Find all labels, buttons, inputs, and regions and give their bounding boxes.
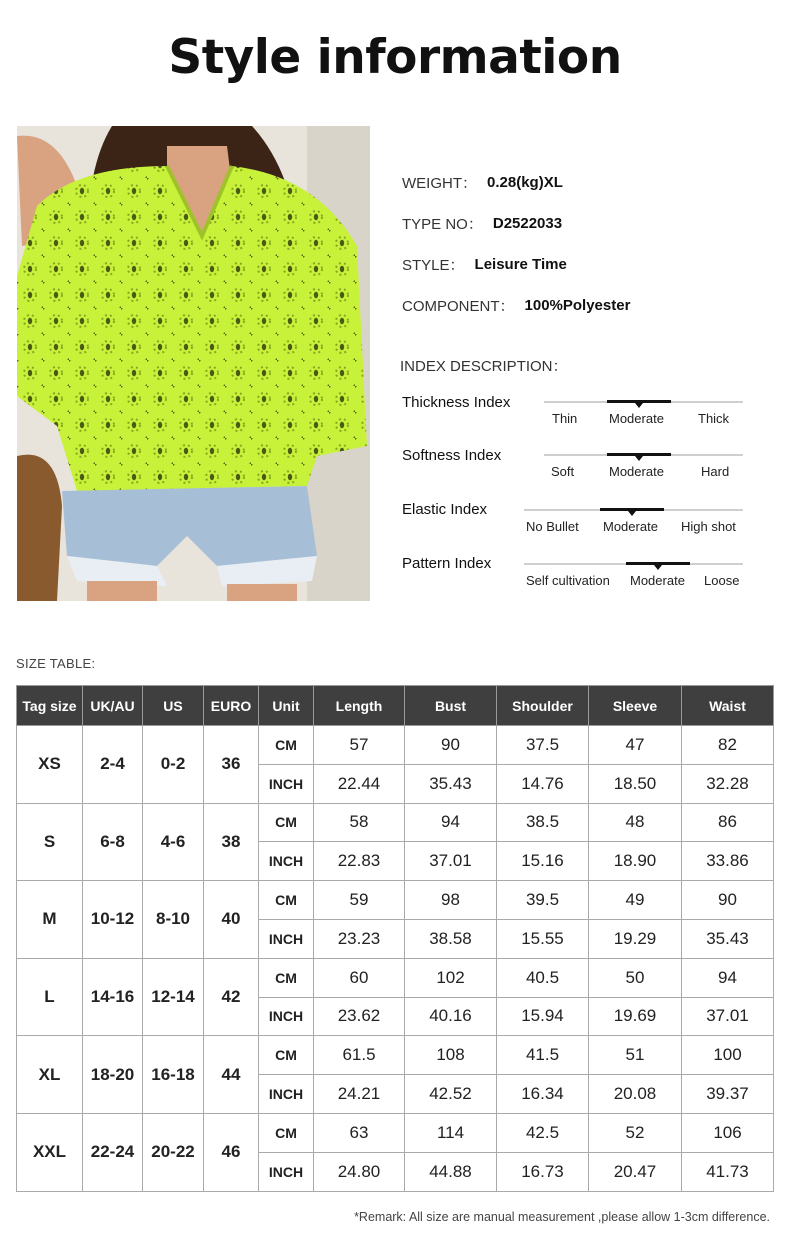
- measure-cell: 38.58: [405, 919, 497, 958]
- tag-size-cell: M: [17, 881, 83, 959]
- tag-size-cell: S: [17, 803, 83, 881]
- measure-cell: 37.5: [497, 726, 589, 765]
- index-name: Softness Index: [402, 447, 502, 464]
- index-option: Loose: [704, 573, 740, 588]
- measure-cell: 40.5: [497, 958, 589, 997]
- unit-cell: CM: [259, 881, 314, 920]
- measure-cell: 20.47: [589, 1152, 682, 1191]
- unit-cell: INCH: [259, 997, 314, 1036]
- index-pattern: [402, 555, 747, 599]
- measure-cell: 20.08: [589, 1075, 682, 1114]
- info-style: [402, 244, 782, 285]
- measure-cell: 90: [682, 881, 774, 920]
- measure-cell: 106: [682, 1113, 774, 1152]
- index-option: High shot: [681, 519, 736, 534]
- product-photo: [17, 126, 370, 601]
- measure-cell: 90: [405, 726, 497, 765]
- measure-cell: 108: [405, 1036, 497, 1075]
- index-option-selected: Moderate: [630, 573, 685, 588]
- measure-cell: 41.73: [682, 1152, 774, 1191]
- euro-cell: 36: [204, 726, 259, 804]
- us-cell: 16-18: [143, 1036, 204, 1114]
- index-pointer-icon: [654, 565, 662, 570]
- measure-cell: 102: [405, 958, 497, 997]
- index-pointer-icon: [635, 403, 643, 408]
- tag-size-cell: XL: [17, 1036, 83, 1114]
- measure-cell: 98: [405, 881, 497, 920]
- measure-cell: 39.5: [497, 881, 589, 920]
- euro-cell: 40: [204, 881, 259, 959]
- measure-cell: 16.73: [497, 1152, 589, 1191]
- measure-cell: 59: [314, 881, 405, 920]
- unit-cell: CM: [259, 726, 314, 765]
- measure-cell: 24.80: [314, 1152, 405, 1191]
- unit-cell: CM: [259, 958, 314, 997]
- ukau-cell: 18-20: [83, 1036, 143, 1114]
- index-name: Elastic Index: [402, 501, 488, 518]
- unit-cell: CM: [259, 1036, 314, 1075]
- measure-cell: 51: [589, 1036, 682, 1075]
- measure-cell: 32.28: [682, 764, 774, 803]
- measure-cell: 52: [589, 1113, 682, 1152]
- info-key: STYLE：: [402, 257, 465, 274]
- table-row: [17, 726, 774, 765]
- info-value: Leisure Time: [474, 256, 567, 273]
- measure-cell: 42.5: [497, 1113, 589, 1152]
- index-elastic: [402, 501, 747, 545]
- measure-cell: 60: [314, 958, 405, 997]
- measure-cell: 22.83: [314, 842, 405, 881]
- table-row: [17, 803, 774, 842]
- column-header: Shoulder: [497, 686, 589, 726]
- index-thickness: [402, 394, 747, 438]
- index-option: Thin: [552, 411, 578, 426]
- tag-size-cell: XS: [17, 726, 83, 804]
- info-value: 0.28(kg)XL: [487, 174, 563, 191]
- unit-cell: INCH: [259, 764, 314, 803]
- column-header: Waist: [682, 686, 774, 726]
- index-name: Thickness Index: [402, 394, 511, 411]
- page-title: Style information: [168, 30, 622, 85]
- measure-cell: 23.23: [314, 919, 405, 958]
- measure-cell: 19.69: [589, 997, 682, 1036]
- unit-cell: CM: [259, 803, 314, 842]
- measure-cell: 24.21: [314, 1075, 405, 1114]
- index-pointer-icon: [628, 511, 636, 516]
- measure-cell: 37.01: [405, 842, 497, 881]
- measure-cell: 94: [405, 803, 497, 842]
- measure-cell: 44.88: [405, 1152, 497, 1191]
- measure-cell: 39.37: [682, 1075, 774, 1114]
- measure-cell: 38.5: [497, 803, 589, 842]
- measure-cell: 16.34: [497, 1075, 589, 1114]
- index-option-selected: Moderate: [609, 411, 664, 426]
- remark-note: *Remark: All size are manual measurement ,please allow 1-3cm difference.: [354, 1210, 770, 1224]
- us-cell: 4-6: [143, 803, 204, 881]
- tag-size-cell: XXL: [17, 1113, 83, 1191]
- measure-cell: 19.29: [589, 919, 682, 958]
- euro-cell: 38: [204, 803, 259, 881]
- index-option: Thick: [698, 411, 730, 426]
- us-cell: 20-22: [143, 1113, 204, 1191]
- tag-size-cell: L: [17, 958, 83, 1036]
- unit-cell: INCH: [259, 1152, 314, 1191]
- measure-cell: 94: [682, 958, 774, 997]
- column-header: Tag size: [17, 686, 83, 726]
- measure-cell: 50: [589, 958, 682, 997]
- measure-cell: 23.62: [314, 997, 405, 1036]
- size-table: [16, 685, 774, 1192]
- measure-cell: 61.5: [314, 1036, 405, 1075]
- measure-cell: 57: [314, 726, 405, 765]
- unit-cell: INCH: [259, 919, 314, 958]
- measure-cell: 114: [405, 1113, 497, 1152]
- measure-cell: 82: [682, 726, 774, 765]
- info-key: WEIGHT：: [402, 175, 477, 192]
- measure-cell: 18.50: [589, 764, 682, 803]
- column-header: Bust: [405, 686, 497, 726]
- index-pointer-icon: [635, 456, 643, 461]
- measure-cell: 37.01: [682, 997, 774, 1036]
- us-cell: 0-2: [143, 726, 204, 804]
- measure-cell: 35.43: [682, 919, 774, 958]
- index-name: Pattern Index: [402, 555, 492, 572]
- measure-cell: 86: [682, 803, 774, 842]
- measure-cell: 41.5: [497, 1036, 589, 1075]
- measure-cell: 49: [589, 881, 682, 920]
- measure-cell: 40.16: [405, 997, 497, 1036]
- measure-cell: 58: [314, 803, 405, 842]
- column-header: EURO: [204, 686, 259, 726]
- index-option: Self cultivation: [526, 573, 610, 588]
- measure-cell: 15.16: [497, 842, 589, 881]
- table-row: [17, 881, 774, 920]
- measure-cell: 47: [589, 726, 682, 765]
- measure-cell: 33.86: [682, 842, 774, 881]
- table-row: [17, 1113, 774, 1152]
- size-table-header-row: [17, 686, 774, 726]
- info-component: [402, 285, 782, 326]
- info-weight: [402, 162, 782, 203]
- column-header: UK/AU: [83, 686, 143, 726]
- ukau-cell: 22-24: [83, 1113, 143, 1191]
- euro-cell: 44: [204, 1036, 259, 1114]
- info-key: COMPONENT：: [402, 298, 515, 315]
- column-header: US: [143, 686, 204, 726]
- index-option-selected: Moderate: [603, 519, 658, 534]
- column-header: Unit: [259, 686, 314, 726]
- euro-cell: 46: [204, 1113, 259, 1191]
- size-table-body: [17, 726, 774, 1192]
- euro-cell: 42: [204, 958, 259, 1036]
- index-option: Hard: [701, 464, 730, 479]
- unit-cell: CM: [259, 1113, 314, 1152]
- index-option: Soft: [551, 464, 575, 479]
- measure-cell: 14.76: [497, 764, 589, 803]
- measure-cell: 15.94: [497, 997, 589, 1036]
- unit-cell: INCH: [259, 842, 314, 881]
- index-option-selected: Moderate: [609, 464, 664, 479]
- us-cell: 8-10: [143, 881, 204, 959]
- column-header: Length: [314, 686, 405, 726]
- unit-cell: INCH: [259, 1075, 314, 1114]
- info-value: 100%Polyester: [524, 297, 631, 314]
- size-table-label: SIZE TABLE:: [16, 656, 96, 671]
- ukau-cell: 6-8: [83, 803, 143, 881]
- measure-cell: 100: [682, 1036, 774, 1075]
- us-cell: 12-14: [143, 958, 204, 1036]
- info-key: TYPE NO：: [402, 216, 483, 233]
- measure-cell: 15.55: [497, 919, 589, 958]
- info-type-no: [402, 203, 782, 244]
- index-softness: [402, 447, 747, 491]
- ukau-cell: 14-16: [83, 958, 143, 1036]
- measure-cell: 63: [314, 1113, 405, 1152]
- ukau-cell: 10-12: [83, 881, 143, 959]
- ukau-cell: 2-4: [83, 726, 143, 804]
- measure-cell: 22.44: [314, 764, 405, 803]
- measure-cell: 42.52: [405, 1075, 497, 1114]
- measure-cell: 48: [589, 803, 682, 842]
- info-value: D2522033: [492, 215, 563, 232]
- index-option: No Bullet: [526, 519, 579, 534]
- column-header: Sleeve: [589, 686, 682, 726]
- product-info: [402, 162, 782, 326]
- table-row: [17, 1036, 774, 1075]
- index-description-heading: INDEX DESCRIPTION：: [400, 358, 568, 375]
- measure-cell: 18.90: [589, 842, 682, 881]
- measure-cell: 35.43: [405, 764, 497, 803]
- table-row: [17, 958, 774, 997]
